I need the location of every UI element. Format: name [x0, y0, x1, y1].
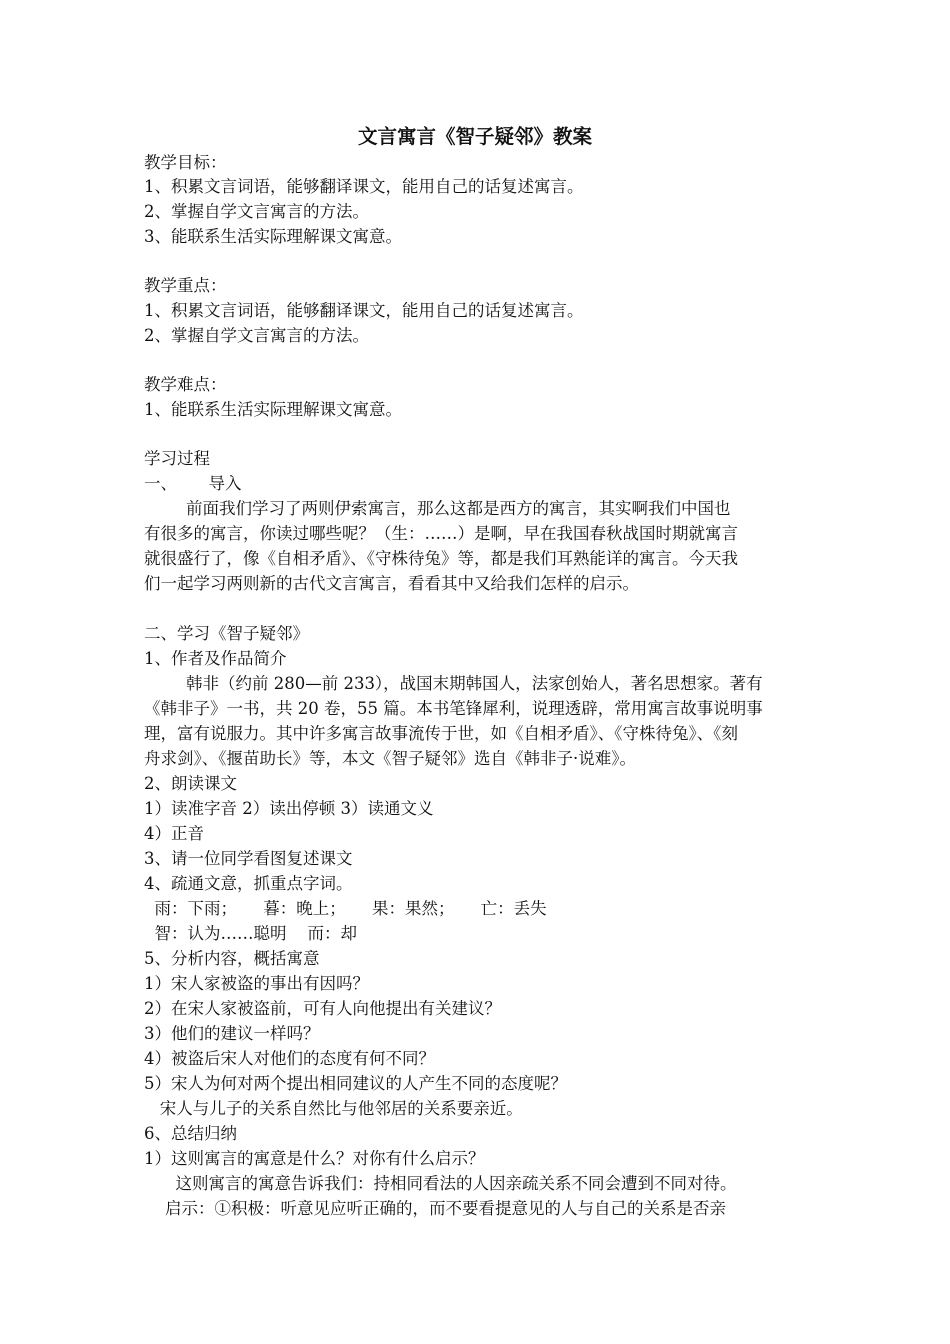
text-line: 1、能联系生活实际理解课文寓意。: [144, 400, 402, 419]
text-line: 3、请一位同学看图复述课文: [144, 849, 353, 868]
text-line: 学习过程: [144, 449, 210, 468]
text-line: 教学目标：: [144, 153, 227, 172]
text-line: 1）宋人家被盗的事出有因吗？: [144, 974, 369, 993]
text-line: 们一起学习两则新的古代文言寓言，看看其中又给我们怎样的启示。: [144, 574, 639, 593]
text-line: 1）读准字音 2）读出停顿 3）读通文义: [144, 799, 434, 818]
text-line: 舟求剑》、《揠苗助长》等，本文《智子疑邻》选自《韩非子·说难》。: [144, 749, 636, 768]
text-line: 智：认为……聪明 而：却: [144, 924, 357, 943]
text-line: 理，富有说服力。其中许多寓言故事流传于世，如《自相矛盾》、《守株待兔》、《刻: [144, 724, 738, 743]
text-line: 2、朗读课文: [144, 774, 237, 793]
text-line: 韩非（约前 280—前 233），战国末期韩国人，法家创始人，著名思想家。著有: [144, 674, 763, 693]
text-line: 2、掌握自学文言寓言的方法。: [144, 202, 369, 221]
text-line: 6、总结归纳: [144, 1124, 237, 1143]
text-line: 有很多的寓言，你读过哪些呢？（生：……）是啊，早在我国春秋战国时期就寓言: [144, 524, 738, 543]
text-line: 这则寓言的寓意告诉我们：持相同看法的人因亲疏关系不同会遭到不同对待。: [144, 1174, 737, 1193]
text-line: 1、作者及作品简介: [144, 649, 287, 668]
text-line: 5）宋人为何对两个提出相同建议的人产生不同的态度呢？: [144, 1074, 567, 1093]
text-line: 雨：下雨； 暮：晚上； 果：果然； 亡：丢失: [144, 899, 547, 918]
text-line: 就很盛行了，像《自相矛盾》、《守株待兔》等，都是我们耳熟能详的寓言。今天我: [144, 549, 738, 568]
text-line: 3）他们的建议一样吗？: [144, 1024, 320, 1043]
text-line: 二、学习《智子疑邻》: [144, 624, 309, 643]
text-line: 5、分析内容，概括寓意: [144, 949, 320, 968]
text-line: 2、掌握自学文言寓言的方法。: [144, 326, 369, 345]
text-line: 一、 导入: [144, 474, 242, 493]
text-line: 2）在宋人家被盗前，可有人向他提出有关建议？: [144, 999, 501, 1018]
text-line: 宋人与儿子的关系自然比与他邻居的关系要亲近。: [144, 1099, 523, 1118]
text-line: 3、能联系生活实际理解课文寓意。: [144, 227, 402, 246]
text-line: 4）被盗后宋人对他们的态度有何不同？: [144, 1049, 435, 1068]
text-line: 4、疏通文意，抓重点字词。: [144, 874, 353, 893]
text-line: 前面我们学习了两则伊索寓言，那么这都是西方的寓言，其实啊我们中国也: [144, 499, 731, 518]
text-line: 启示：①积极：听意见应听正确的，而不要看提意见的人与自己的关系是否亲: [144, 1199, 726, 1218]
text-line: 1）这则寓言的寓意是什么？对你有什么启示？: [144, 1149, 485, 1168]
text-line: 《韩非子》一书，共 20 卷，55 篇。本书笔锋犀利，说理透辟，常用寓言故事说明事: [144, 699, 763, 718]
document-title: 文言寓言《智子疑邻》教案: [357, 125, 592, 148]
text-line: 教学重点：: [144, 276, 227, 295]
text-line: 4）正音: [144, 824, 204, 843]
text-line: 1、积累文言词语，能够翻译课文，能用自己的话复述寓言。: [144, 177, 584, 196]
text-line: 1、积累文言词语，能够翻译课文，能用自己的话复述寓言。: [144, 301, 584, 320]
text-line: 教学难点：: [144, 375, 227, 394]
